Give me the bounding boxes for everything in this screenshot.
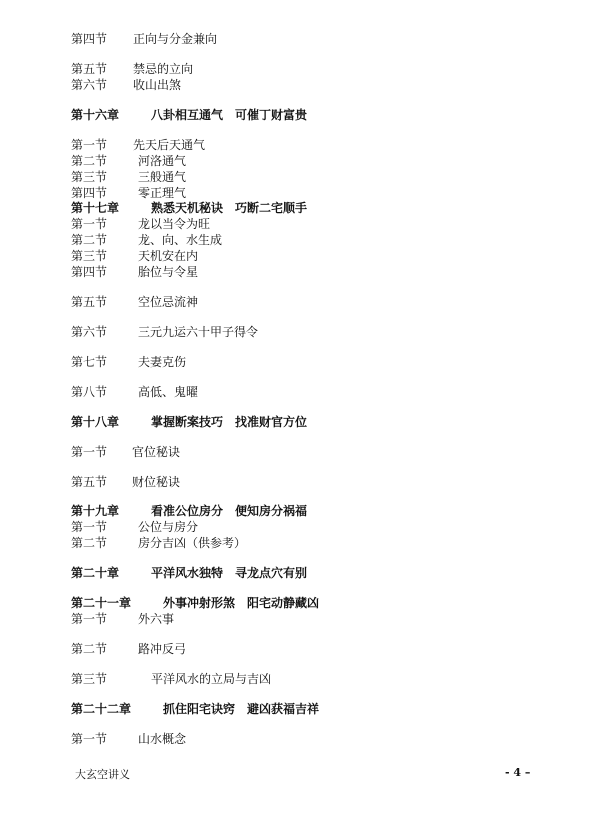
toc-title: 公位与房分 (138, 520, 199, 534)
toc-title: 抓住阳宅诀窍 避凶获福吉祥 (163, 702, 320, 716)
toc-title: 夫妻克伤 (138, 355, 187, 369)
toc-title: 河洛通气 (138, 154, 187, 168)
footer-book-title: 大玄空讲义 (75, 768, 130, 781)
toc-title: 房分吉凶（供参考） (138, 536, 247, 550)
toc-title: 龙以当令为旺 (138, 217, 211, 231)
toc-title: 空位忌流神 (138, 295, 199, 309)
toc-label: 第十九章 (71, 504, 120, 518)
toc-label: 第二十章 (71, 566, 120, 580)
toc-title: 胎位与令星 (138, 265, 199, 279)
toc-title: 平洋风水独特 寻龙点穴有别 (151, 566, 308, 580)
toc-title: 山水概念 (138, 732, 187, 746)
toc-label: 第二十一章 (71, 596, 132, 610)
toc-label: 第三节 (71, 672, 108, 686)
toc-title: 外事冲射形煞 阳宅动静藏凶 (163, 596, 320, 610)
toc-label: 第一节 (71, 732, 108, 746)
toc-title: 外六事 (138, 612, 175, 626)
toc-title: 龙、向、水生成 (138, 233, 223, 247)
toc-title: 三元九运六十甲子得令 (138, 325, 259, 339)
toc-title: 天机安在内 (138, 249, 199, 263)
toc-label: 第二节 (71, 233, 108, 247)
toc-title: 收山出煞 (133, 78, 182, 92)
toc-label: 第一节 (71, 520, 108, 534)
toc-title: 零正理气 (138, 186, 187, 200)
toc-label: 第十七章 (71, 201, 120, 215)
toc-title: 八卦相互通气 可催丁财富贵 (151, 108, 308, 122)
toc-title: 先天后天通气 (133, 138, 206, 152)
toc-label: 第二节 (71, 642, 108, 656)
toc-title: 掌握断案技巧 找准财官方位 (151, 415, 308, 429)
toc-title: 看准公位房分 便知房分祸福 (151, 504, 308, 518)
toc-label: 第四节 (71, 32, 108, 46)
toc-label: 第四节 (71, 186, 108, 200)
toc-title: 财位秘诀 (132, 475, 181, 489)
toc-label: 第二十二章 (71, 702, 132, 716)
toc-label: 第三节 (71, 170, 108, 184)
footer-page-number: - 4 – (505, 766, 531, 779)
toc-label: 第八节 (71, 385, 108, 399)
toc-label: 第五节 (71, 475, 108, 489)
toc-label: 第十八章 (71, 415, 120, 429)
toc-label: 第三节 (71, 249, 108, 263)
toc-title: 平洋风水的立局与吉凶 (151, 672, 272, 686)
toc-title: 路冲反弓 (138, 642, 187, 656)
toc-label: 第五节 (71, 62, 108, 76)
toc-title: 正向与分金兼向 (133, 32, 218, 46)
toc-label: 第六节 (71, 78, 108, 92)
toc-label: 第五节 (71, 295, 108, 309)
toc-title: 三般通气 (138, 170, 187, 184)
toc-label: 第十六章 (71, 108, 120, 122)
toc-title: 禁忌的立向 (133, 62, 194, 76)
toc-label: 第二节 (71, 154, 108, 168)
toc-title: 高低、鬼曜 (138, 385, 199, 399)
toc-label: 第一节 (71, 612, 108, 626)
toc-label: 第六节 (71, 325, 108, 339)
toc-label: 第二节 (71, 536, 108, 550)
toc-label: 第一节 (71, 445, 108, 459)
toc-label: 第七节 (71, 355, 108, 369)
toc-label: 第一节 (71, 138, 108, 152)
toc-title: 熟悉天机秘诀 巧断二宅顺手 (151, 201, 308, 215)
toc-label: 第一节 (71, 217, 108, 231)
toc-label: 第四节 (71, 265, 108, 279)
toc-title: 官位秘诀 (132, 445, 181, 459)
